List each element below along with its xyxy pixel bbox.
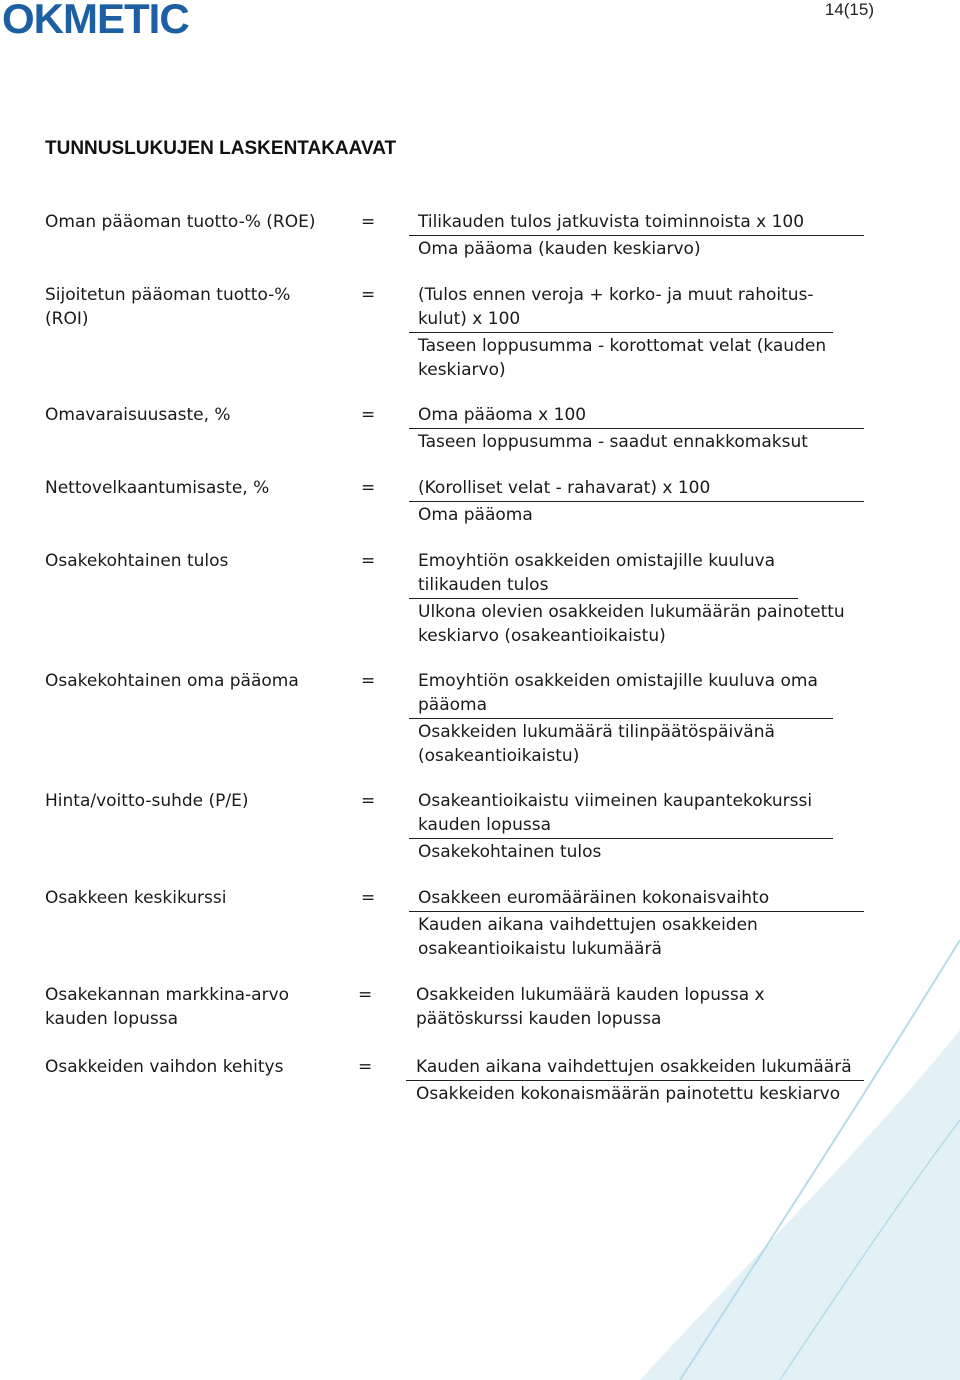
numerator: Osakkeen euromääräinen kokonaisvaihto bbox=[409, 886, 864, 912]
denominator: Oma pääoma (kauden keskiarvo) bbox=[418, 239, 701, 259]
equals-sign: = bbox=[361, 671, 376, 691]
equals-sign: = bbox=[361, 212, 376, 232]
equals-sign: = bbox=[361, 791, 376, 811]
fraction bbox=[409, 669, 864, 768]
denominator: Osakkeiden kokonaismäärän painotettu keskiarvo bbox=[416, 1084, 841, 1104]
formula-term: Osakekohtainen oma pääoma bbox=[45, 671, 299, 691]
fraction bbox=[409, 476, 864, 527]
fraction bbox=[409, 983, 864, 1031]
equals-sign: = bbox=[361, 888, 376, 908]
numerator: (Tulos ennen veroja + korko- ja muut rahoitus-kulut) x 100 bbox=[409, 283, 833, 333]
page-title: TUNNUSLUKUJEN LASKENTAKAAVAT bbox=[45, 138, 397, 159]
fraction bbox=[409, 886, 864, 961]
fraction bbox=[409, 210, 864, 261]
equals-sign: = bbox=[361, 405, 376, 425]
formula-term: Omavaraisuusaste, % bbox=[45, 405, 231, 425]
denominator: Ulkona olevien osakkeiden lukumäärän painotettu keskiarvo (osakeantioikaistu) bbox=[418, 602, 845, 646]
company-logo: OKMETIC bbox=[2, 0, 189, 42]
numerator: Oma pääoma x 100 bbox=[409, 403, 864, 429]
numerator: Emoyhtiön osakkeiden omistajille kuuluva tilikauden tulos bbox=[409, 549, 798, 599]
denominator: Osakekohtainen tulos bbox=[418, 842, 602, 862]
equals-sign: = bbox=[358, 985, 373, 1005]
numerator: Kauden aikana vaihdettujen osakkeiden lukumäärä bbox=[406, 1055, 864, 1081]
numerator: Tilikauden tulos jatkuvista toiminnoista x 100 bbox=[409, 210, 864, 236]
fraction bbox=[406, 1055, 864, 1106]
denominator: Taseen loppusumma - korottomat velat (kauden keskiarvo) bbox=[418, 336, 827, 380]
denominator: Oma pääoma bbox=[418, 505, 533, 525]
formula-term: Osakkeen keskikurssi bbox=[45, 888, 227, 908]
denominator: Taseen loppusumma - saadut ennakkomaksut bbox=[418, 432, 808, 452]
formula-term: Hinta/voitto-suhde (P/E) bbox=[45, 791, 249, 811]
denominator: Kauden aikana vaihdettujen osakkeiden osakeantioikaistu lukumäärä bbox=[418, 915, 758, 959]
numerator: Emoyhtiön osakkeiden omistajille kuuluva oma pääoma bbox=[409, 669, 833, 719]
formula-value: Osakkeiden lukumäärä kauden lopussa x päätöskurssi kauden lopussa bbox=[416, 985, 765, 1029]
formula-term: Osakkeiden vaihdon kehitys bbox=[45, 1057, 284, 1077]
fraction bbox=[409, 283, 864, 382]
formula-term: Nettovelkaantumisaste, % bbox=[45, 478, 270, 498]
formula-term: Sijoitetun pääoman tuotto-% (ROI) bbox=[45, 285, 291, 329]
fraction bbox=[409, 789, 864, 864]
fraction bbox=[409, 403, 864, 454]
numerator: Osakeantioikaistu viimeinen kaupantekokurssi kauden lopussa bbox=[409, 789, 833, 839]
denominator: Osakkeiden lukumäärä tilinpäätöspäivänä (osakeantioikaistu) bbox=[418, 722, 775, 766]
formula-term: Osakekohtainen tulos bbox=[45, 551, 229, 571]
fraction bbox=[409, 549, 864, 648]
formula-term: Osakekannan markkina-arvo kauden lopussa bbox=[45, 985, 290, 1029]
equals-sign: = bbox=[358, 1057, 373, 1077]
formula-term: Oman pääoman tuotto-% (ROE) bbox=[45, 212, 316, 232]
page-number: 14(15) bbox=[824, 0, 874, 19]
equals-sign: = bbox=[361, 478, 376, 498]
equals-sign: = bbox=[361, 285, 376, 305]
numerator: (Korolliset velat - rahavarat) x 100 bbox=[409, 476, 864, 502]
equals-sign: = bbox=[361, 551, 376, 571]
